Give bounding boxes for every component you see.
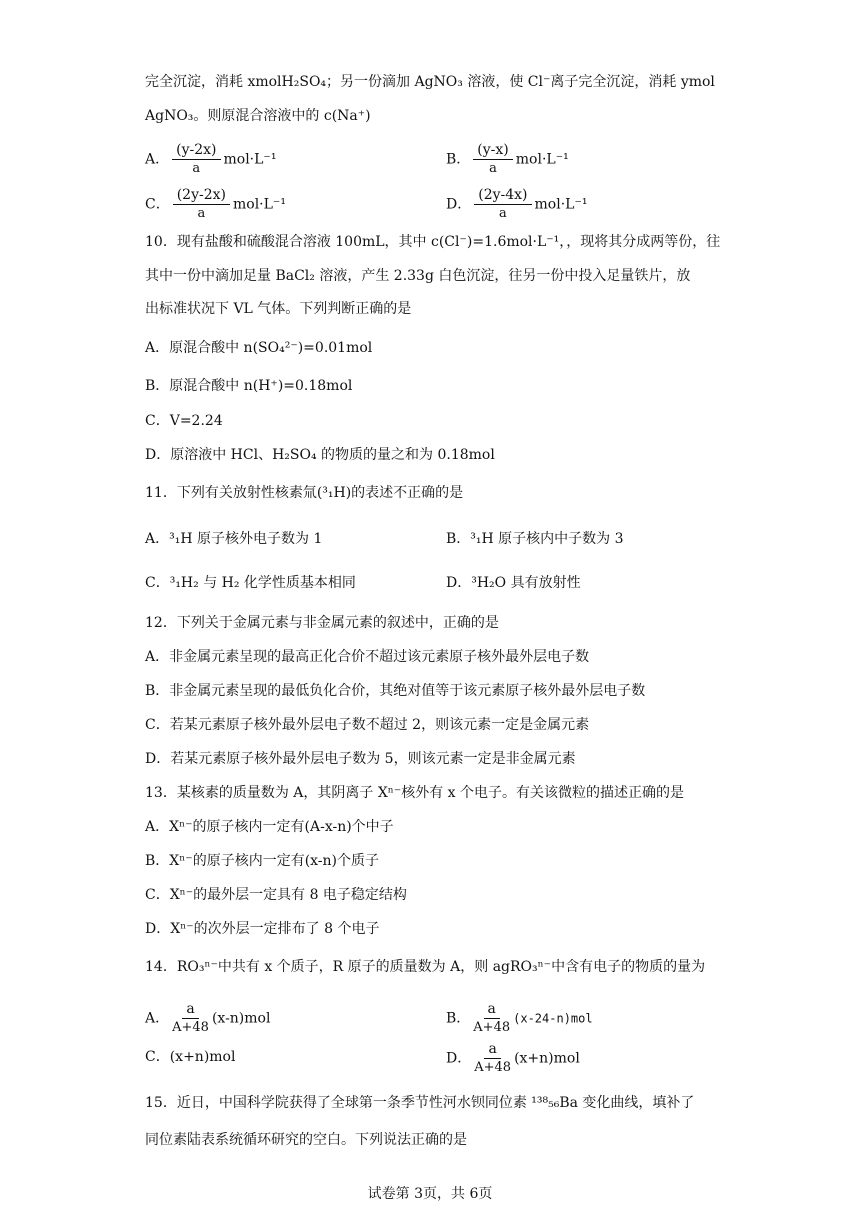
q10-option-b: B．原混合酸中 n(H⁺)=0.18mol: [145, 378, 353, 394]
fraction: $\frac{a}{A+48}$: [474, 1041, 512, 1075]
q13-option-c: C．Xⁿ⁻的最外层一定具有 8 电子稳定结构: [145, 887, 407, 903]
intro-line-2: AgNO₃。则原混合溶液中的 c(Na⁺): [145, 108, 371, 124]
q12-stem: 12．下列关于金属元素与非金属元素的叙述中，正确的是: [145, 615, 499, 631]
q10-option-c: C．V=2.24: [145, 413, 223, 429]
q14-option-a: A． $\frac{a}{A+48}$ (x-n)mol: [145, 1001, 271, 1035]
q9-option-b: B． $\frac{(y-x)}{a}$ mol·L⁻¹: [446, 142, 569, 176]
q13-option-d: D．Xⁿ⁻的次外层一定排布了 8 个电子: [145, 921, 380, 937]
q11-option-a: A．³₁H 原子核外电子数为 1: [145, 531, 323, 547]
q11-option-d: D．³H₂O 具有放射性: [446, 575, 581, 591]
q14-option-d: D． $\frac{a}{A+48}$ (x+n)mol: [446, 1041, 580, 1075]
q13-option-b: B．Xⁿ⁻的原子核内一定有(x-n)个质子: [145, 853, 380, 869]
fraction: $\frac{(y-2x)}{a}$: [172, 141, 220, 178]
q9-option-a: A． $\frac{(y-2x)}{a}$ mol·L⁻¹: [145, 142, 277, 176]
q12-option-a: A．非金属元素呈现的最高正化合价不超过该元素原子核外最外层电子数: [145, 649, 590, 665]
q12-option-c: C．若某元素原子核外最外层电子数不超过 2，则该元素一定是金属元素: [145, 717, 590, 733]
page-footer: 试卷第 3页，共 6页: [367, 1186, 493, 1202]
q15-stem-line-1: 15．近日，中国科学院获得了全球第一条季节性河水钡同位素 ¹³⁸₅₆Ba 变化曲线，填补了: [145, 1095, 695, 1111]
q11-option-b: B．³₁H 原子核内中子数为 3: [446, 531, 624, 547]
q12-option-d: D．若某元素原子核外最外层电子数为 5，则该元素一定是非金属元素: [145, 751, 576, 767]
q11-option-c: C．³₁H₂ 与 H₂ 化学性质基本相同: [145, 575, 356, 591]
q10-stem-line-1: 10．现有盐酸和硫酸混合溶液 100mL，其中 c(Cl⁻)=1.6mol·L⁻¹，，现将其分成两等份，往: [145, 234, 721, 250]
q13-option-a: A．Xⁿ⁻的原子核内一定有(A-x-n)个中子: [145, 819, 394, 835]
q13-stem: 13．某核素的质量数为 A，其阴离子 Xⁿ⁻核外有 x 个电子。有关该微粒的描述正确的是: [145, 785, 685, 801]
q10-option-a: A．原混合酸中 n(SO₄²⁻)=0.01mol: [145, 340, 373, 356]
q15-stem-line-2: 同位素陆表系统循环研究的空白。下列说法正确的是: [145, 1132, 467, 1148]
q11-stem: 11．下列有关放射性核素氚(³₁H)的表述不正确的是: [145, 485, 464, 501]
q14-stem: 14．RO₃ⁿ⁻中共有 x 个质子，R 原子的质量数为 A，则 agRO₃ⁿ⁻中含有电子的物质的量为: [145, 959, 706, 975]
fraction: $\frac{(2y-4x)}{a}$: [474, 186, 531, 223]
q14-option-b: B． $\frac{a}{A+48}$ (x-24-n)mol: [446, 1001, 593, 1035]
q9-option-d: D． $\frac{(2y-4x)}{a}$ mol·L⁻¹: [446, 187, 588, 221]
q14-option-c: C．(x+n)mol: [145, 1049, 236, 1065]
q10-stem-line-2: 其中一份中滴加足量 BaCl₂ 溶液，产生 2.33g 白色沉淀，往另一份中投入足量铁片，放: [145, 268, 691, 284]
fraction: $\frac{(2y-2x)}{a}$: [173, 186, 230, 223]
q10-stem-line-3: 出标准状况下 VL 气体。下列判断正确的是: [145, 301, 412, 317]
fraction: $\frac{a}{A+48}$: [473, 1001, 511, 1035]
fraction: $\frac{(y-x)}{a}$: [473, 141, 512, 178]
q9-option-c: C． $\frac{(2y-2x)}{a}$ mol·L⁻¹: [145, 187, 286, 221]
intro-line-1: 完全沉淀，消耗 xmolH₂SO₄；另一份滴加 AgNO₃ 溶液，使 Cl⁻离子完全沉淀，消耗 ymol: [145, 74, 715, 90]
q10-option-d: D．原溶液中 HCl、H₂SO₄ 的物质的量之和为 0.18mol: [145, 447, 495, 463]
fraction: $\frac{a}{A+48}$: [172, 1001, 209, 1035]
q12-option-b: B．非金属元素呈现的最低负化合价，其绝对值等于该元素原子核外最外层电子数: [145, 683, 646, 699]
